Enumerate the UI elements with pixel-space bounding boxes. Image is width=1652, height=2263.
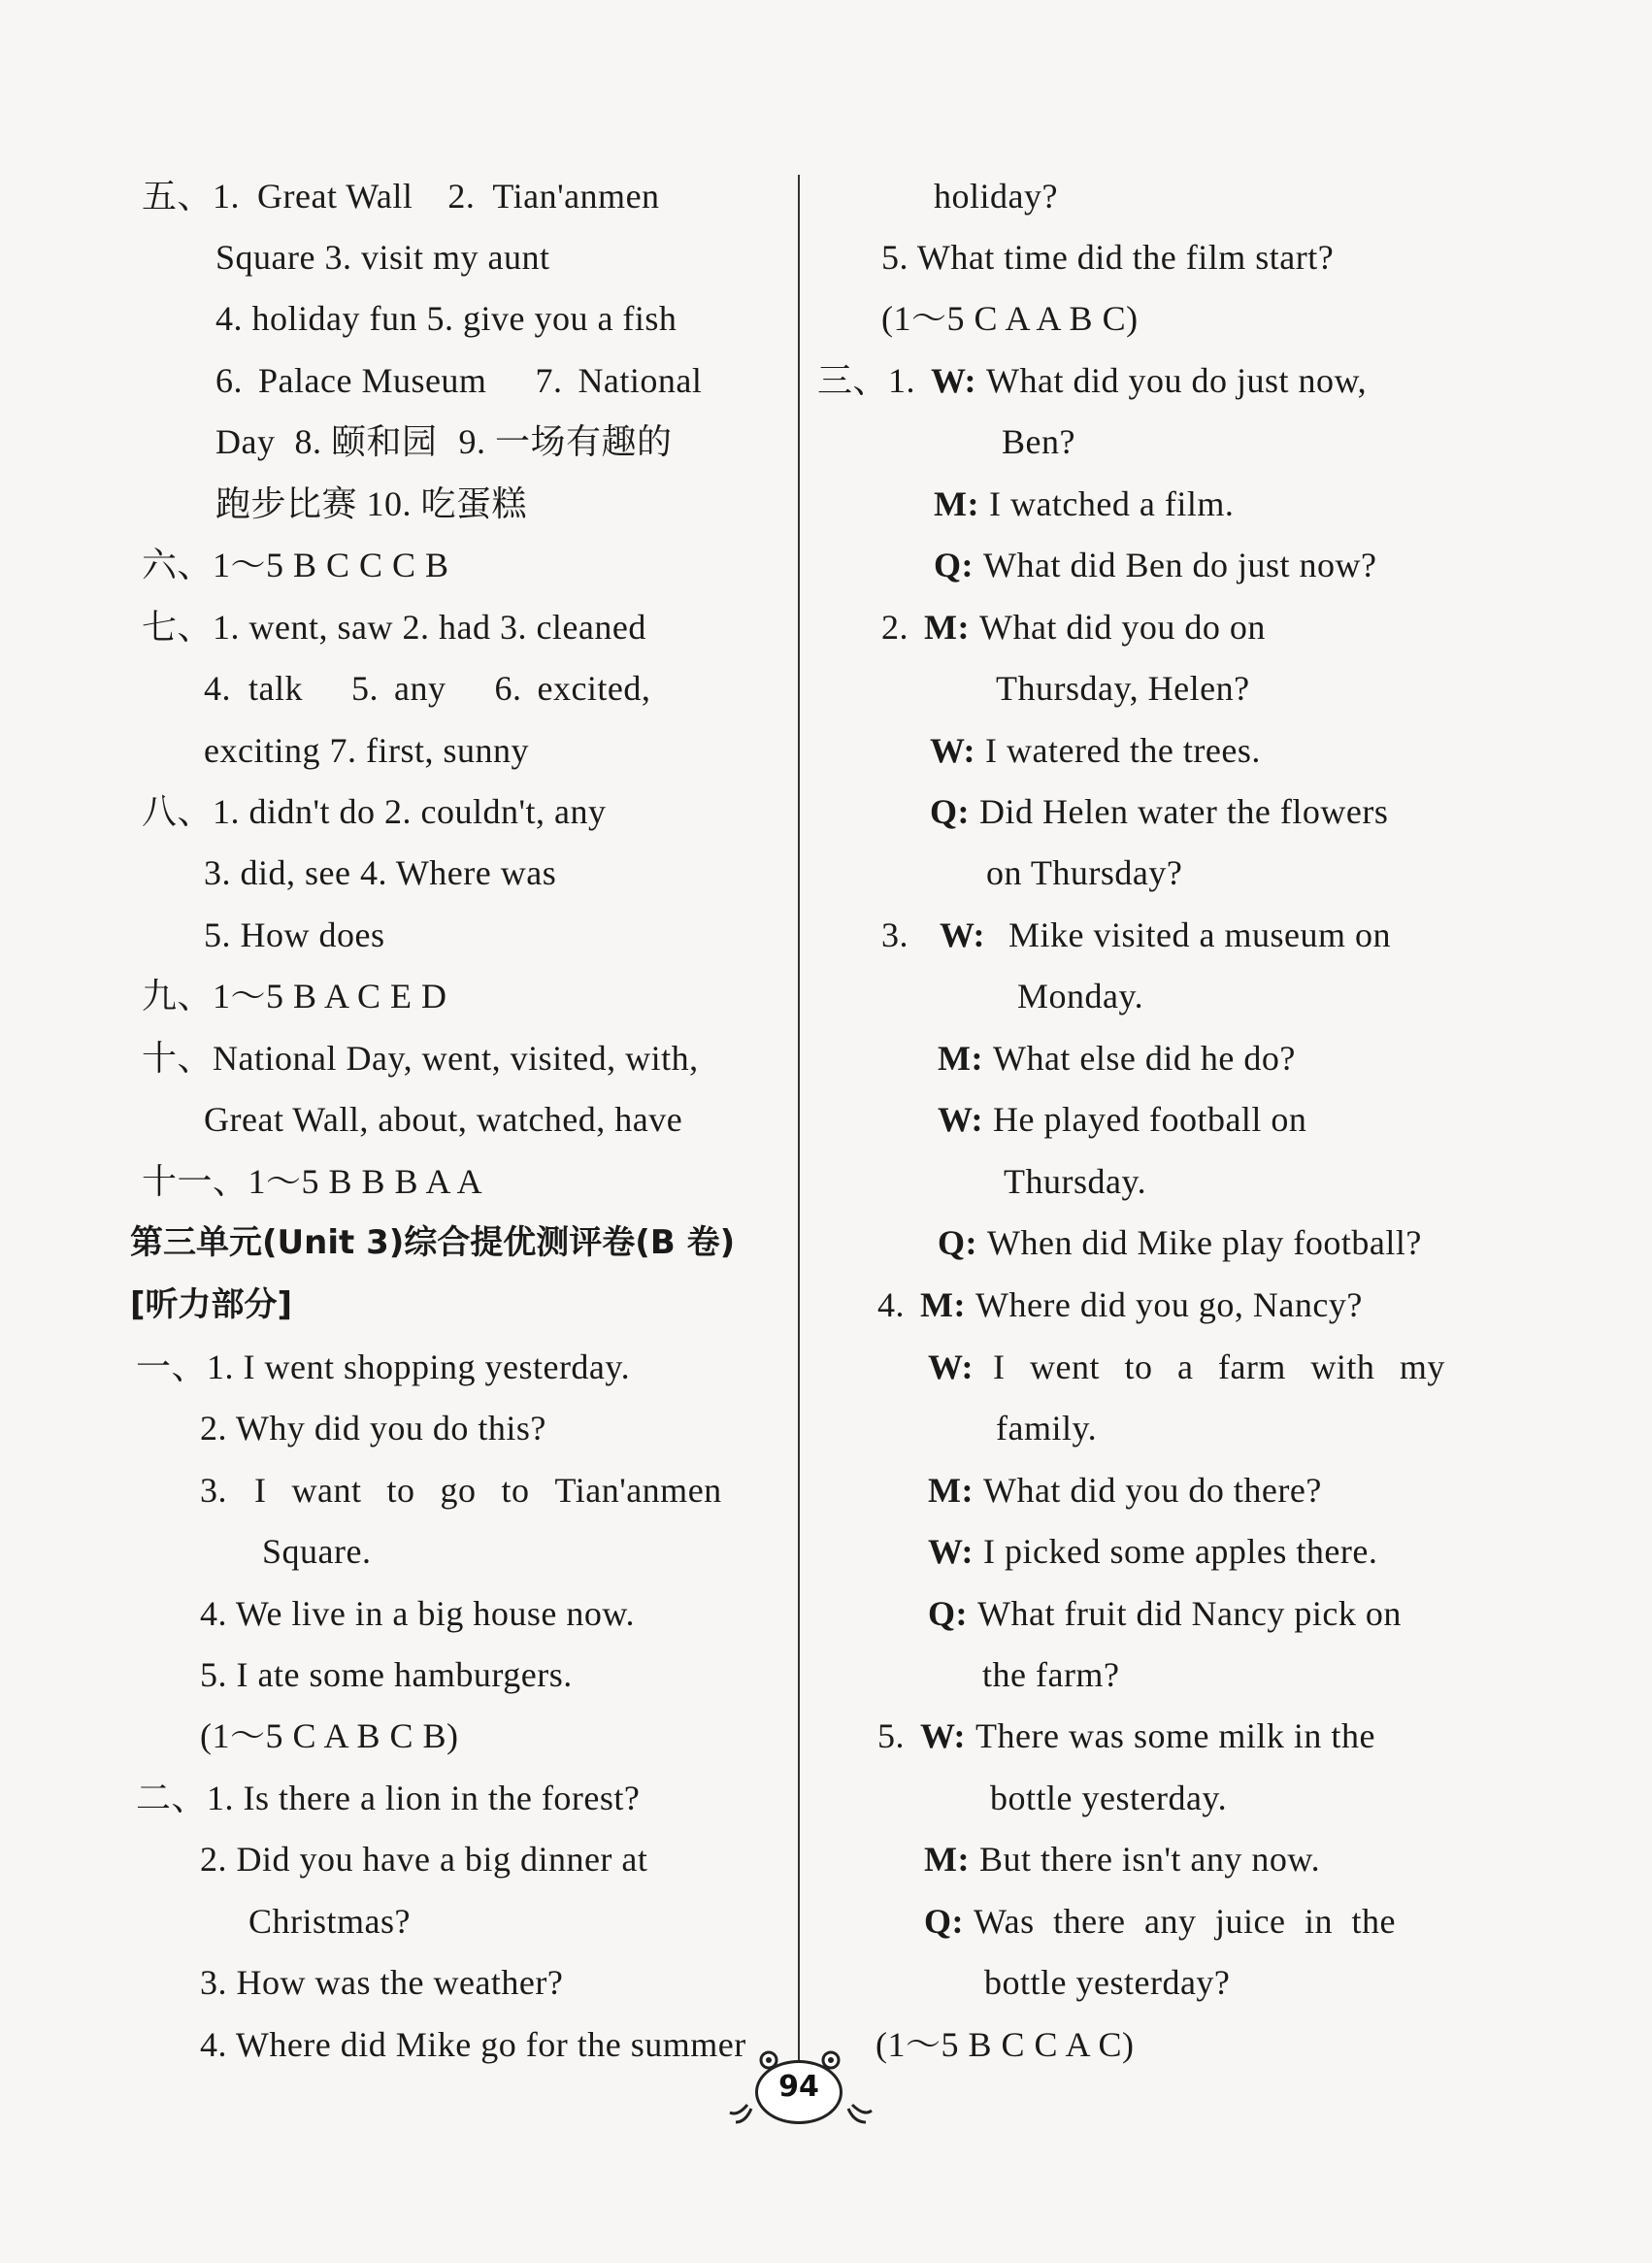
page-number-badge: [728, 2048, 874, 2126]
line-s3d: M: What else did he do?: [938, 1039, 1296, 1078]
line-s2e: Q: Did Helen water the flowers: [930, 792, 1389, 831]
line-wu-3: 4. holiday fun 5. give you a fish: [215, 299, 677, 338]
line-s4h: the farm?: [982, 1655, 1120, 1694]
line-shiyi: 十一、1～5 B B B A A: [142, 1162, 483, 1201]
line-r-answers: (1～5 B C C A C): [876, 2025, 1135, 2064]
line-s4: 4. M: Where did you go, Nancy?: [877, 1285, 1363, 1324]
section-heading: 第三单元(Unit 3)综合提优测评卷(B 卷): [130, 1223, 736, 1262]
line-qi-1: 七、1. went, saw 2. had 3. cleaned: [142, 608, 646, 647]
line-wu-2: Square 3. visit my aunt: [215, 238, 550, 277]
line-er-2b: Christmas?: [248, 1902, 411, 1941]
line-qi-3: exciting 7. first, sunny: [204, 731, 529, 770]
line-er-2: 2. Did you have a big dinner at: [200, 1840, 648, 1879]
line-r-3: (1～5 C A A B C): [881, 299, 1139, 338]
line-s3g: Q: When did Mike play football?: [938, 1223, 1422, 1262]
line-yi-3b: Square.: [262, 1532, 372, 1571]
line-jiu: 九、1～5 B A C E D: [142, 977, 447, 1015]
line-s4e: M: What did you do there?: [928, 1471, 1322, 1510]
line-wu-1: 五、1. Great Wall 2. Tian'anmen: [142, 177, 660, 216]
line-liu: 六、1～5 B C C C B: [142, 546, 449, 584]
line-s5f: bottle yesterday?: [984, 1963, 1231, 2002]
line-ba-3: 5. How does: [204, 915, 385, 954]
line-s2c: Thursday, Helen?: [996, 669, 1250, 708]
line-shi-2: Great Wall, about, watched, have: [204, 1100, 683, 1139]
line-s4f: W: I picked some apples there.: [928, 1532, 1378, 1571]
line-yi-4: 4. We live in a big house now.: [200, 1594, 636, 1633]
line-ba-1: 八、1. didn't do 2. couldn't, any: [142, 792, 607, 831]
line-s5d: M: But there isn't any now.: [924, 1840, 1321, 1879]
line-r-2: 5. What time did the film start?: [881, 238, 1335, 277]
line-er-4: 4. Where did Mike go for the summer: [200, 2025, 746, 2064]
line-s3: 3. W: Mike visited a museum on: [881, 915, 1391, 954]
line-qi-2: 4. talk 5. any 6. excited,: [204, 669, 651, 708]
page-number: 94: [778, 2070, 819, 2104]
line-san-1: 三、1. W: What did you do just now,: [817, 361, 1368, 400]
line-s4c: W: I went to a farm with my: [928, 1348, 1445, 1386]
line-yi-1: 一、1. I went shopping yesterday.: [136, 1348, 631, 1386]
line-s3c: Monday.: [1017, 977, 1144, 1015]
line-er-3: 3. How was the weather?: [200, 1963, 564, 2002]
line-s3f: Thursday.: [1004, 1162, 1147, 1201]
line-er-1: 二、1. Is there a lion in the forest?: [136, 1779, 641, 1817]
line-s3e: W: He played football on: [938, 1100, 1307, 1139]
line-san-1f: Q: What did Ben do just now?: [934, 546, 1377, 584]
line-s4g: Q: What fruit did Nancy pick on: [928, 1594, 1402, 1633]
line-yi-5: 5. I ate some hamburgers.: [200, 1655, 573, 1694]
line-shi-1: 十、National Day, went, visited, with,: [142, 1039, 699, 1078]
line-wu-6: 跑步比赛 10. 吃蛋糕: [215, 484, 528, 523]
line-yi-2: 2. Why did you do this?: [200, 1409, 546, 1448]
listening-subheading: [听力部分]: [130, 1285, 293, 1324]
line-r-1: holiday?: [934, 177, 1058, 216]
line-s5e: Q: Was there any juice in the: [924, 1902, 1396, 1941]
line-s4d: family.: [996, 1409, 1098, 1448]
line-s5: 5. W: There was some milk in the: [877, 1716, 1375, 1755]
line-san-1e: M: I watched a film.: [934, 484, 1235, 523]
line-yi-3: 3. I want to go to Tian'anmen: [200, 1471, 722, 1510]
line-s2: 2. M: What did you do on: [881, 608, 1266, 647]
line-wu-5: Day 8. 颐和园 9. 一场有趣的: [215, 422, 673, 461]
line-yi-answers: (1～5 C A B C B): [200, 1716, 459, 1755]
line-s2f: on Thursday?: [986, 853, 1183, 892]
line-wu-4: 6. Palace Museum 7. National: [215, 361, 703, 400]
line-s2d: W: I watered the trees.: [930, 731, 1261, 770]
line-san-1d: Ben?: [1002, 422, 1075, 461]
line-ba-2: 3. did, see 4. Where was: [204, 853, 557, 892]
line-s5c: bottle yesterday.: [990, 1779, 1228, 1817]
column-divider: [798, 175, 800, 2078]
